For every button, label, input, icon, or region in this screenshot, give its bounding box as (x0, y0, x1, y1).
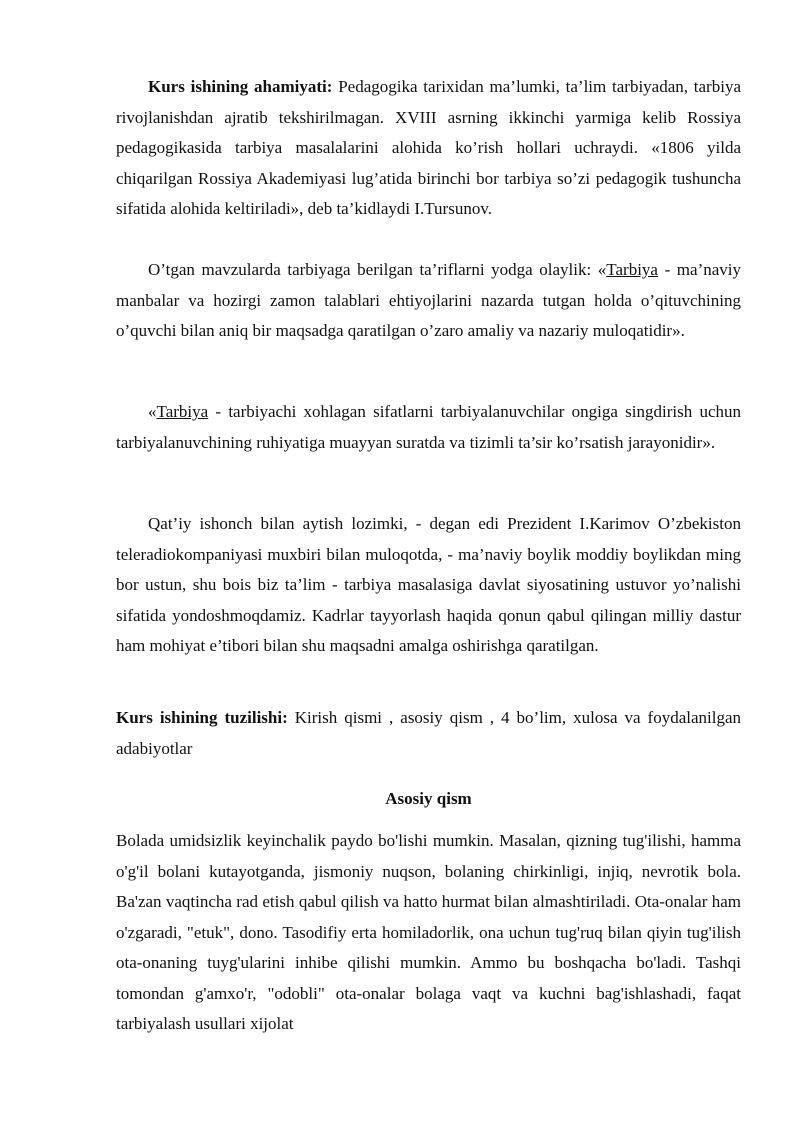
paragraph-quote (116, 509, 741, 662)
structure-lead: Kurs ishining tuzilishi: (116, 708, 288, 727)
quote-text: Qat’iy ishonch bilan aytish lozimki, - degan edi Prezident I.Karimov O’zbekiston teleradiokompaniyasi muxbiri bilan muloqotda, - ma’naviy boylik moddiy boylikdan ming bor ustun, shu bois biz ta’lim - tarbiya masalasiga davlat siyosatining ustuvor yo’nalishi sifatida yondoshmoqdamiz. Kadrlar tayyorlash haqida qonun qabul qilingan milliy dastur ham mohiyat e’tibori bilan shu maqsadni amalga oshirishga qaratilgan. (116, 514, 741, 655)
definition-one-before: O’tgan mavzularda tarbiyaga berilgan ta’riflarni yodga olaylik: « (148, 260, 607, 279)
section-heading: Asosiy qism (385, 789, 472, 808)
paragraph-significance (116, 72, 741, 225)
definition-one-term: Tarbiya (606, 260, 658, 279)
definition-two-before: « (148, 402, 157, 421)
structure-text: Kirish qismi , asosiy qism , 4 bo’lim, xulosa va foydalanilgan adabiyotlar (116, 708, 741, 758)
definition-two-term: Tarbiya (156, 402, 209, 421)
definition-one-after: - ma’naviy manbalar va hozirgi zamon talablari ehtiyojlarini nazarda tutgan holda o’qituvchining o’quvchi bilan aniq bir maqsadga qaratilgan o’zaro amaliy va nazariy muloqatidir». (116, 260, 741, 340)
significance-text: Pedagogika tarixidan ma’lumki, ta’lim tarbiyadan, tarbiya rivojlanishdan ajratib tekshirilmagan. XVIII asrning ikkinchi yarmiga kelib Rossiya pedagogikasida tarbiya masalalarini alohida ko’rish hollari uchraydi. «1806 yilda chiqarilgan Rossiya Akademiyasi lug’atida birinchi bor tarbiya so’zi pedagogik tushuncha sifatida alohida keltiriladi», deb ta’kidlaydi I.Tursunov. (116, 77, 741, 218)
paragraph-structure (116, 703, 741, 764)
paragraph-definition-one (116, 255, 741, 347)
definition-two-after: - tarbiyachi xohlagan sifatlarni tarbiyalanuvchilar ongiga singdirish uchun tarbiyalanuvchining ruhiyatiga muayyan suratda va tizimli ta’sir ko’rsatish jarayonidir». (116, 402, 741, 452)
significance-lead: Kurs ishining ahamiyati: (148, 77, 333, 96)
main-text: Bolada umidsizlik keyinchalik paydo bo'lishi mumkin. Masalan, qizning tug'ilishi, hamma o'g'il bolani kutayotganda, jismoniy nuqson, bolaning chirkinligi, injiq, nevrotik bola. Ba'zan vaqtincha rad etish qabul qilish va hatto hurmat bilan almashtiriladi. Ota-onalar ham o'zgaradi, "etuk", dono. Tasodifiy erta homiladorlik, ona uchun tug'ruq bilan qiyin tug'ilish ota-onaning tuyg'ularini inhibe qilishi mumkin. Ammo bu boshqacha bo'ladi. Tashqi tomondan g'amxo'r, "odobli" ota-onalar bolaga vaqt va kuchni bag'ishlashadi, faqat tarbiyalash usullari xijolat (116, 831, 741, 1033)
paragraph-definition-two (116, 397, 741, 458)
paragraph-main (116, 826, 741, 1040)
